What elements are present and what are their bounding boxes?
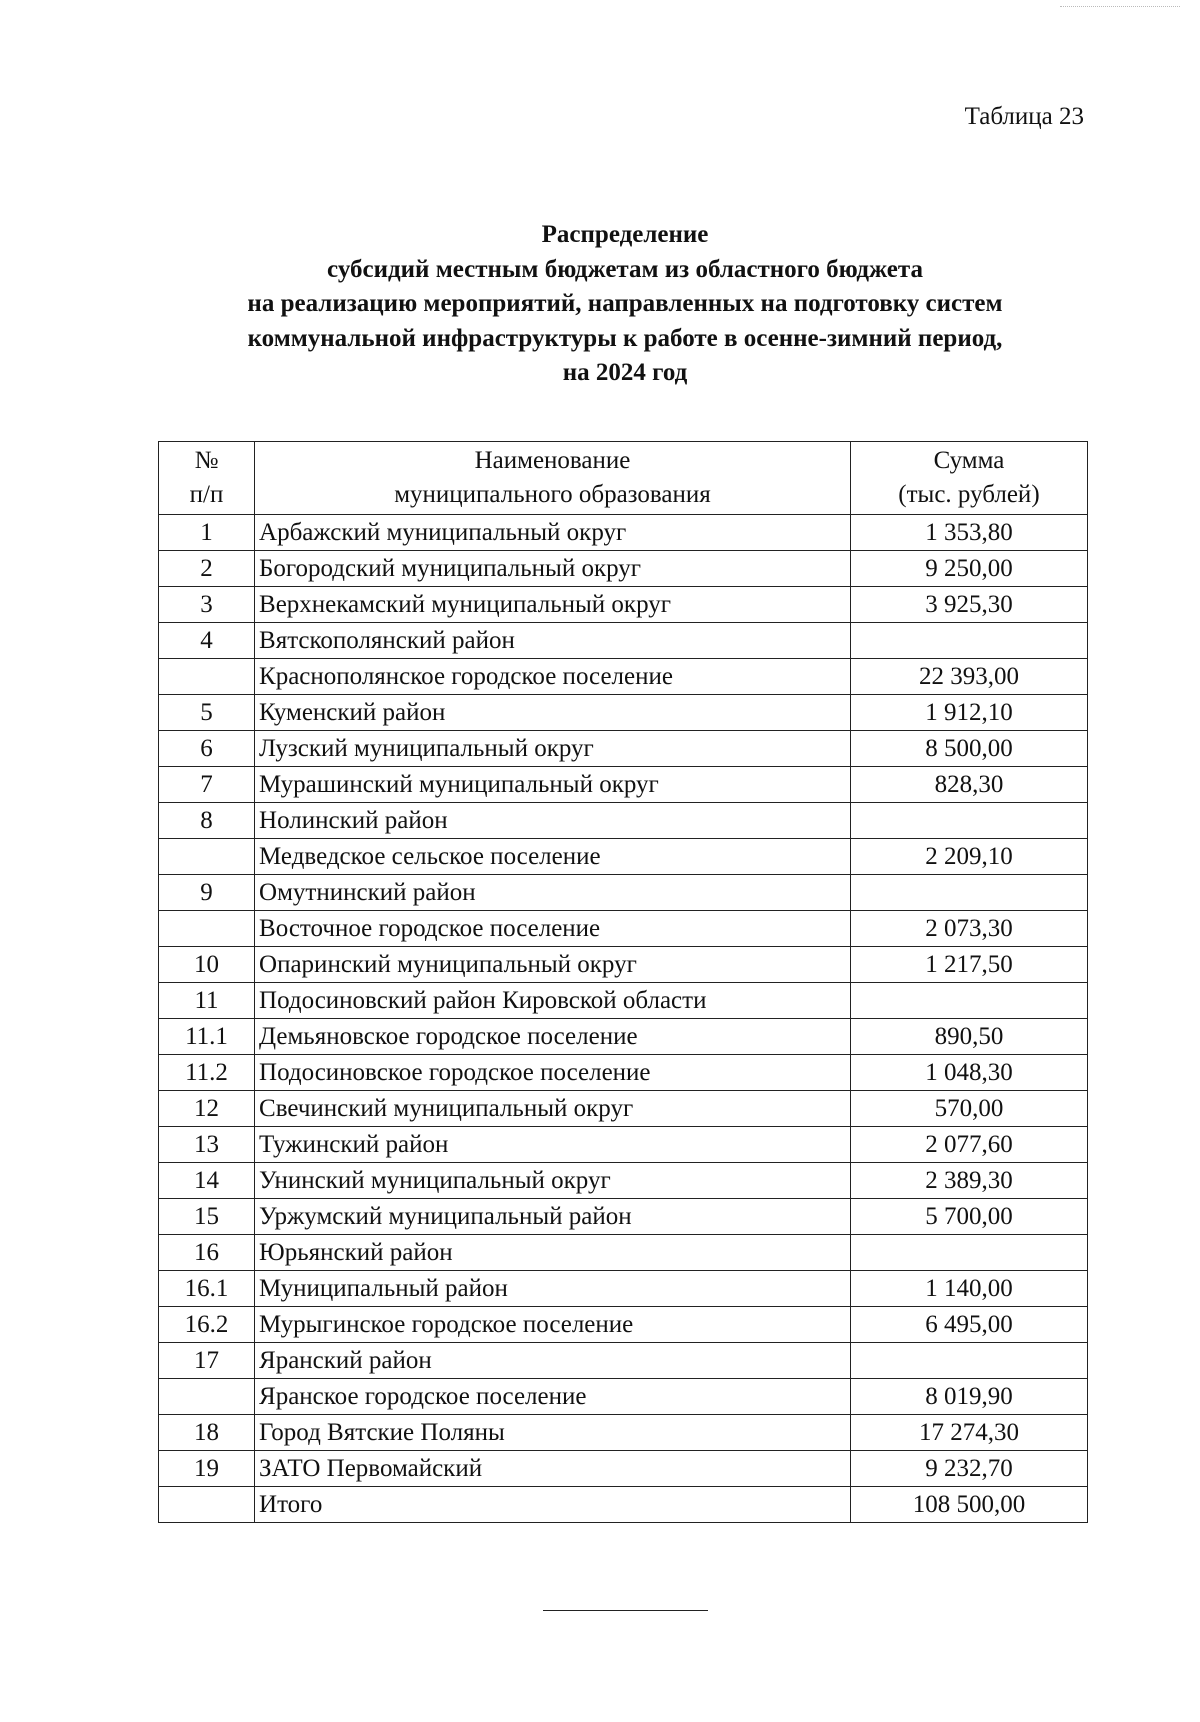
amount: 828,30 <box>850 767 1087 803</box>
header-name-line2: муниципального образования <box>394 481 711 508</box>
header-sum-line1: Сумма <box>933 447 1005 474</box>
municipality-name: ЗАТО Первомайский <box>255 1451 851 1487</box>
amount: 8 500,00 <box>850 731 1087 767</box>
row-number: 15 <box>159 1199 255 1235</box>
amount: 570,00 <box>850 1091 1087 1127</box>
table-header-row <box>159 442 1088 515</box>
title-line: Распределение <box>541 221 709 248</box>
municipality-name: Яранский район <box>255 1343 851 1379</box>
row-number: 18 <box>159 1415 255 1451</box>
municipality-name: Опаринский муниципальный округ <box>255 947 851 983</box>
table-row <box>159 839 1088 875</box>
row-number: 16.2 <box>159 1307 255 1343</box>
municipality-name: Демьяновское городское поселение <box>255 1019 851 1055</box>
municipality-name: Подосиновский район Кировской области <box>255 983 851 1019</box>
table-row <box>159 1343 1088 1379</box>
table-row <box>159 1379 1088 1415</box>
amount: 108 500,00 <box>850 1487 1087 1523</box>
amount: 3 925,30 <box>850 587 1087 623</box>
table-row <box>159 1199 1088 1235</box>
title-line: коммунальной инфраструктуры к работе в осенне-зимний период, <box>247 324 1003 352</box>
municipality-name: Юрьянский район <box>255 1235 851 1271</box>
amount: 1 353,80 <box>850 515 1087 551</box>
header-num-line1: № <box>194 447 219 474</box>
table-row <box>159 551 1088 587</box>
table-row <box>159 1091 1088 1127</box>
amount: 9 250,00 <box>850 551 1087 587</box>
amount: 8 019,90 <box>850 1379 1087 1415</box>
table-row <box>159 1019 1088 1055</box>
amount: 6 495,00 <box>850 1307 1087 1343</box>
municipality-name: Подосиновское городское поселение <box>255 1055 851 1091</box>
table-row <box>159 911 1088 947</box>
table-row <box>159 983 1088 1019</box>
row-number: 7 <box>159 767 255 803</box>
amount: 2 389,30 <box>850 1163 1087 1199</box>
row-number: 16.1 <box>159 1271 255 1307</box>
document-title <box>150 218 1100 391</box>
municipality-name: Медведское сельское поселение <box>255 839 851 875</box>
row-number: 1 <box>159 515 255 551</box>
table-row <box>159 1055 1088 1091</box>
municipality-name: Вятскополянский район <box>255 623 851 659</box>
municipality-name: Арбажский муниципальный округ <box>255 515 851 551</box>
row-number: 14 <box>159 1163 255 1199</box>
end-divider <box>543 1610 708 1611</box>
row-number: 2 <box>159 551 255 587</box>
amount <box>850 1235 1087 1271</box>
municipality-name: Омутнинский район <box>255 875 851 911</box>
amount: 2 077,60 <box>850 1127 1087 1163</box>
table-row <box>159 767 1088 803</box>
amount: 2 073,30 <box>850 911 1087 947</box>
header-num <box>159 442 255 515</box>
municipality-name: Яранское городское поселение <box>255 1379 851 1415</box>
amount: 1 140,00 <box>850 1271 1087 1307</box>
municipality-name: Краснополянское городское поселение <box>255 659 851 695</box>
title-line: на реализацию мероприятий, направленных на подготовку систем <box>247 290 1003 317</box>
table-row <box>159 803 1088 839</box>
amount: 1 048,30 <box>850 1055 1087 1091</box>
row-number: 12 <box>159 1091 255 1127</box>
row-number <box>159 839 255 875</box>
table-row <box>159 587 1088 623</box>
municipality-name: Город Вятские Поляны <box>255 1415 851 1451</box>
municipality-name: Свечинский муниципальный округ <box>255 1091 851 1127</box>
row-number: 11.1 <box>159 1019 255 1055</box>
scan-corner-mark <box>1060 6 1180 7</box>
header-sum-line2: (тыс. рублей) <box>898 481 1040 508</box>
amount: 22 393,00 <box>850 659 1087 695</box>
table-row <box>159 1307 1088 1343</box>
amount <box>850 803 1087 839</box>
amount: 17 274,30 <box>850 1415 1087 1451</box>
row-number: 8 <box>159 803 255 839</box>
row-number: 17 <box>159 1343 255 1379</box>
table-row <box>159 1271 1088 1307</box>
header-name-line1: Наименование <box>474 447 631 474</box>
table-row <box>159 875 1088 911</box>
municipality-name: Мурашинский муниципальный округ <box>255 767 851 803</box>
amount: 2 209,10 <box>850 839 1087 875</box>
table-row <box>159 695 1088 731</box>
table-row <box>159 731 1088 767</box>
table-row <box>159 1487 1088 1523</box>
row-number: 11.2 <box>159 1055 255 1091</box>
subsidy-table <box>158 441 1088 1523</box>
row-number <box>159 1379 255 1415</box>
row-number: 19 <box>159 1451 255 1487</box>
title-line: на 2024 год <box>562 359 688 386</box>
table-row <box>159 1163 1088 1199</box>
amount: 9 232,70 <box>850 1451 1087 1487</box>
amount: 5 700,00 <box>850 1199 1087 1235</box>
header-name <box>255 442 851 515</box>
table-row <box>159 659 1088 695</box>
row-number: 3 <box>159 587 255 623</box>
row-number <box>159 911 255 947</box>
row-number: 11 <box>159 983 255 1019</box>
row-number <box>159 659 255 695</box>
amount <box>850 623 1087 659</box>
amount: 890,50 <box>850 1019 1087 1055</box>
row-number: 4 <box>159 623 255 659</box>
header-sum <box>850 442 1087 515</box>
table-body <box>159 515 1088 1523</box>
municipality-name: Тужинский район <box>255 1127 851 1163</box>
header-num-line2: п/п <box>189 481 224 508</box>
table-row <box>159 1127 1088 1163</box>
municipality-name: Итого <box>255 1487 851 1523</box>
row-number: 10 <box>159 947 255 983</box>
municipality-name: Мурыгинское городское поселение <box>255 1307 851 1343</box>
amount: 1 217,50 <box>850 947 1087 983</box>
municipality-name: Куменский район <box>255 695 851 731</box>
amount <box>850 875 1087 911</box>
municipality-name: Богородский муниципальный округ <box>255 551 851 587</box>
table-row <box>159 1235 1088 1271</box>
table-row <box>159 1415 1088 1451</box>
row-number: 16 <box>159 1235 255 1271</box>
municipality-name: Нолинский район <box>255 803 851 839</box>
table-row <box>159 515 1088 551</box>
table-row <box>159 1451 1088 1487</box>
amount <box>850 983 1087 1019</box>
row-number: 13 <box>159 1127 255 1163</box>
table-row <box>159 947 1088 983</box>
row-number: 9 <box>159 875 255 911</box>
municipality-name: Восточное городское поселение <box>255 911 851 947</box>
title-line: субсидий местным бюджетам из областного бюджета <box>327 255 923 283</box>
table-number: Таблица 23 <box>964 103 1084 130</box>
row-number: 5 <box>159 695 255 731</box>
municipality-name: Унинский муниципальный округ <box>255 1163 851 1199</box>
row-number <box>159 1487 255 1523</box>
municipality-name: Лузский муниципальный округ <box>255 731 851 767</box>
row-number: 6 <box>159 731 255 767</box>
table-row <box>159 623 1088 659</box>
amount: 1 912,10 <box>850 695 1087 731</box>
amount <box>850 1343 1087 1379</box>
municipality-name: Муниципальный район <box>255 1271 851 1307</box>
municipality-name: Верхнекамский муниципальный округ <box>255 587 851 623</box>
municipality-name: Уржумский муниципальный район <box>255 1199 851 1235</box>
